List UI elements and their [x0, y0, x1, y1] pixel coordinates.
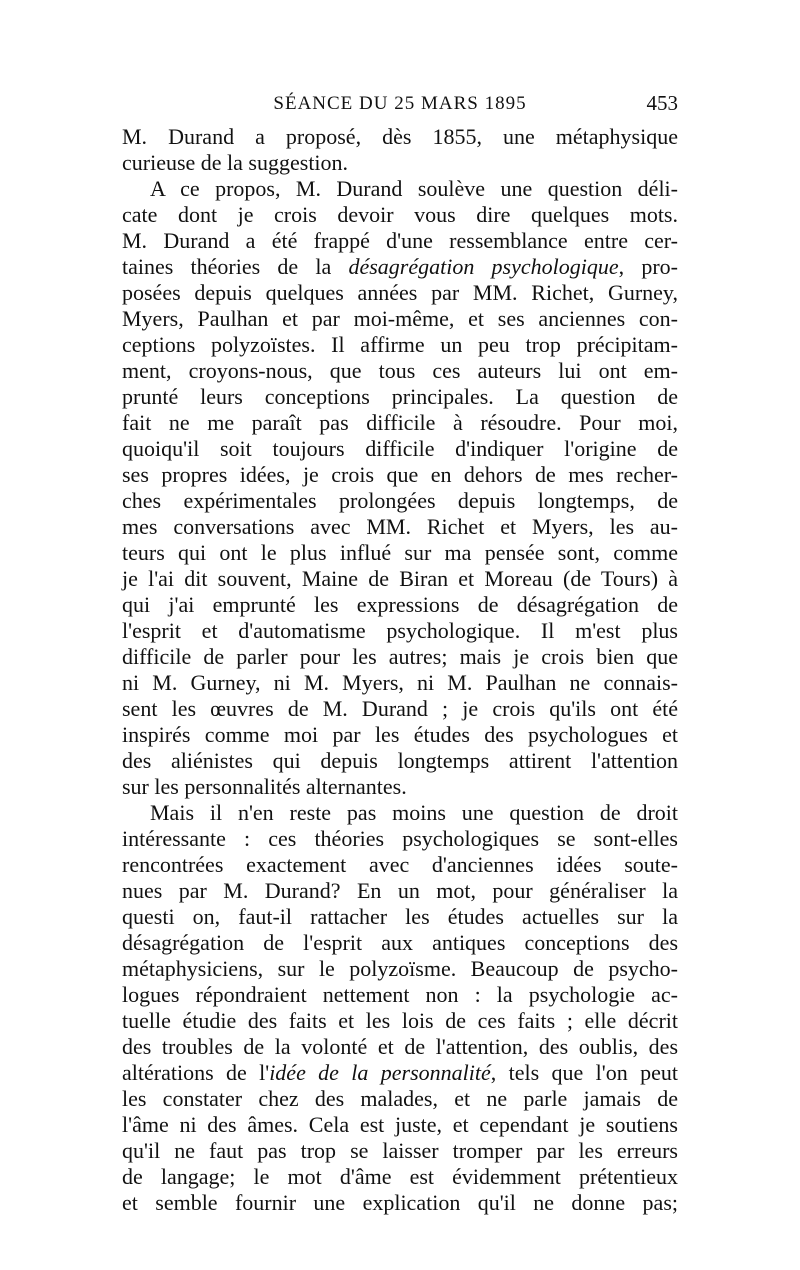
- text-line: logues répondraient nettement non : la psychologie ac-: [122, 982, 678, 1007]
- text-line: fait ne me paraît pas difficile à résoudre. Pour moi,: [122, 410, 678, 435]
- text-line: M. Durand a été frappé d'une ressemblance entre cer-: [122, 228, 678, 253]
- text-line: prunté leurs conceptions principales. La question de: [122, 384, 678, 409]
- text-line: l'esprit et d'automatisme psychologique. Il m'est plus: [122, 618, 678, 643]
- text-line: Myers, Paulhan et par moi-même, et ses anciennes con-: [122, 306, 678, 331]
- text-line: qu'il ne faut pas trop se laisser tromper par les erreurs: [122, 1138, 678, 1163]
- text-line: teurs qui ont le plus influé sur ma pensée sont, comme: [122, 540, 678, 565]
- text-line: cate dont je crois devoir vous dire quelques mots.: [122, 202, 678, 227]
- text-line: taines théories de la désagrégation psychologique, pro-: [122, 254, 678, 279]
- page-header: [122, 91, 678, 121]
- text-line: A ce propos, M. Durand soulève une question déli-: [150, 176, 678, 201]
- text-line: sent les œuvres de M. Durand ; je crois qu'ils ont été: [122, 696, 678, 721]
- text-line: je l'ai dit souvent, Maine de Biran et Moreau (de Tours) à: [122, 566, 678, 591]
- text-line: M. Durand a proposé, dès 1855, une métaphysique: [122, 124, 678, 149]
- running-head: SÉANCE DU 25 MARS 1895: [273, 93, 527, 114]
- text-line: mes conversations avec MM. Richet et Myers, les au-: [122, 514, 678, 539]
- text-line: tuelle étudie des faits et les lois de ces faits ; elle décrit: [122, 1008, 678, 1033]
- text-line: posées depuis quelques années par MM. Richet, Gurney,: [122, 280, 678, 305]
- text-line: ses propres idées, je crois que en dehors de mes recher-: [122, 462, 678, 487]
- text-line: questi on, faut-il rattacher les études actuelles sur la: [122, 904, 678, 929]
- text-line: de langage; le mot d'âme est évidemment prétentieux: [122, 1164, 678, 1189]
- text-line: ment, croyons-nous, que tous ces auteurs lui ont em-: [122, 358, 678, 383]
- text-line: curieuse de la suggestion.: [122, 150, 349, 175]
- italic-phrase: idée de la personnalité: [269, 1060, 491, 1085]
- text-line: les constater chez des malades, et ne parle jamais de: [122, 1086, 678, 1111]
- body-text: [122, 124, 678, 1216]
- text-line: ches expérimentales prolongées depuis longtemps, de: [122, 488, 678, 513]
- text-line: désagrégation de l'esprit aux antiques conceptions des: [122, 930, 678, 955]
- text-line: sur les personnalités alternantes.: [122, 774, 407, 799]
- text-line: nues par M. Durand? En un mot, pour généraliser la: [122, 878, 678, 903]
- text-line: difficile de parler pour les autres; mais je crois bien que: [122, 644, 678, 669]
- text-line: Mais il n'en reste pas moins une question de droit: [150, 800, 678, 825]
- text-line: l'âme ni des âmes. Cela est juste, et cependant je soutiens: [122, 1112, 678, 1137]
- page-number: 453: [646, 91, 678, 115]
- text-line: rencontrées exactement avec d'anciennes idées soute-: [122, 852, 678, 877]
- text-line: ceptions polyzoïstes. Il affirme un peu trop précipitam-: [122, 332, 678, 357]
- text-line: et semble fournir une explication qu'il ne donne pas;: [122, 1190, 678, 1215]
- italic-phrase: désagrégation psychologique: [348, 254, 619, 279]
- text-line: métaphysiciens, sur le polyzoïsme. Beaucoup de psycho-: [122, 956, 678, 981]
- text-line: intéressante : ces théories psychologiques se sont-elles: [122, 826, 678, 851]
- text-line: qui j'ai emprunté les expressions de désagrégation de: [122, 592, 678, 617]
- text-line: des troubles de la volonté et de l'attention, des oublis, des: [122, 1034, 678, 1059]
- text-line: altérations de l'idée de la personnalité, tels que l'on peut: [122, 1060, 678, 1085]
- text-line: des aliénistes qui depuis longtemps attirent l'attention: [122, 748, 678, 773]
- text-line: quoiqu'il soit toujours difficile d'indiquer l'origine de: [122, 436, 678, 461]
- text-line: ni M. Gurney, ni M. Myers, ni M. Paulhan ne connais-: [122, 670, 678, 695]
- text-line: inspirés comme moi par les études des psychologues et: [122, 722, 678, 747]
